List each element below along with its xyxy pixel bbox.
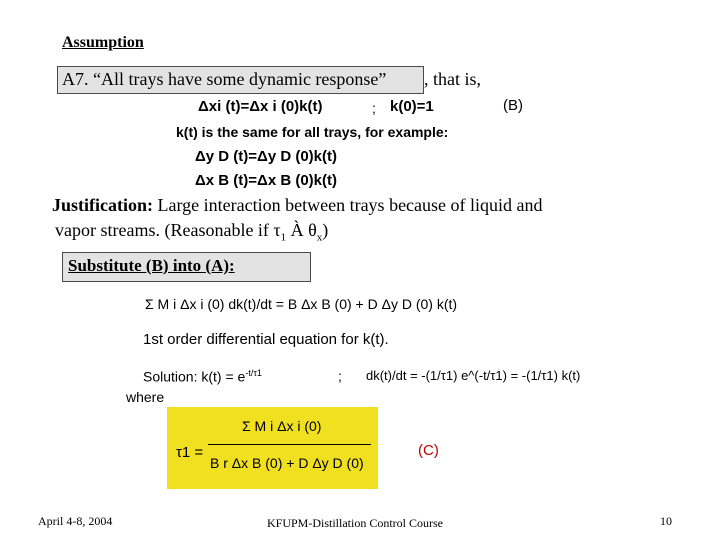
tau-lhs: τ1 = xyxy=(176,444,204,461)
equation-xi xyxy=(198,98,323,115)
slide-heading: Assumption xyxy=(62,34,144,51)
eq1-left: Δx xyxy=(198,98,218,115)
justification-l2-mid: À θ xyxy=(286,220,317,240)
label-b: (B) xyxy=(503,97,523,114)
assumption-a7: A7. “All trays have some dynamic response” xyxy=(62,69,387,89)
solution-line xyxy=(143,368,262,385)
footer-date: April 4-8, 2004 xyxy=(38,514,113,528)
justification-text: Large interaction between trays because of liquid and xyxy=(153,195,543,215)
justification-l2-sub: 1 xyxy=(280,231,287,244)
justification-line-2 xyxy=(55,220,328,244)
solution-derivative: dk(t)/dt = -(1/τ1) e^(-t/τ1) = -(1/τ1) k(t) xyxy=(366,368,581,383)
justification-l2-end: ) xyxy=(322,220,329,240)
solution-label: Solution: k(t) = e xyxy=(143,368,246,385)
tau-numerator: Σ M i Δx i (0) xyxy=(242,418,322,434)
tau-denominator: B r Δx B (0) + D Δy D (0) xyxy=(210,455,364,471)
justification-l2-sub2: x xyxy=(316,231,323,244)
solution-exponent: -t/τ1 xyxy=(245,368,262,378)
kt-same-line: k(t) is the same for all trays, for example: xyxy=(176,124,449,140)
footer-page-number: 10 xyxy=(660,514,672,528)
justification-l2: vapor streams. (Reasonable if τ xyxy=(55,220,281,240)
derivation-equation: Σ M i Δx i (0) dk(t)/dt = B Δx B (0) + D Δy D (0) k(t) xyxy=(145,296,458,312)
assumption-a7-tail: , that is, xyxy=(424,69,481,89)
where-label: where xyxy=(126,389,165,405)
eq1-body: i (t)=Δx i (0)k(t) xyxy=(217,98,323,115)
first-order-note: 1st order differential equation for k(t). xyxy=(143,331,389,348)
solution-separator: ; xyxy=(338,368,342,384)
label-c: (C) xyxy=(418,442,439,459)
justification-line-1 xyxy=(52,195,543,216)
equation-xb: Δx B (t)=Δx B (0)k(t) xyxy=(195,172,337,189)
footer-course: KFUPM-Distillation Control Course xyxy=(267,516,444,530)
equation-yd: Δy D (t)=Δy D (0)k(t) xyxy=(195,148,337,165)
fraction-bar xyxy=(208,444,371,445)
eq1-initial: k(0)=1 xyxy=(390,98,434,115)
justification-head: Justification: xyxy=(52,195,153,215)
eq1-separator: ; xyxy=(372,100,376,116)
substitute-heading: Substitute (B) into (A): xyxy=(68,256,235,275)
